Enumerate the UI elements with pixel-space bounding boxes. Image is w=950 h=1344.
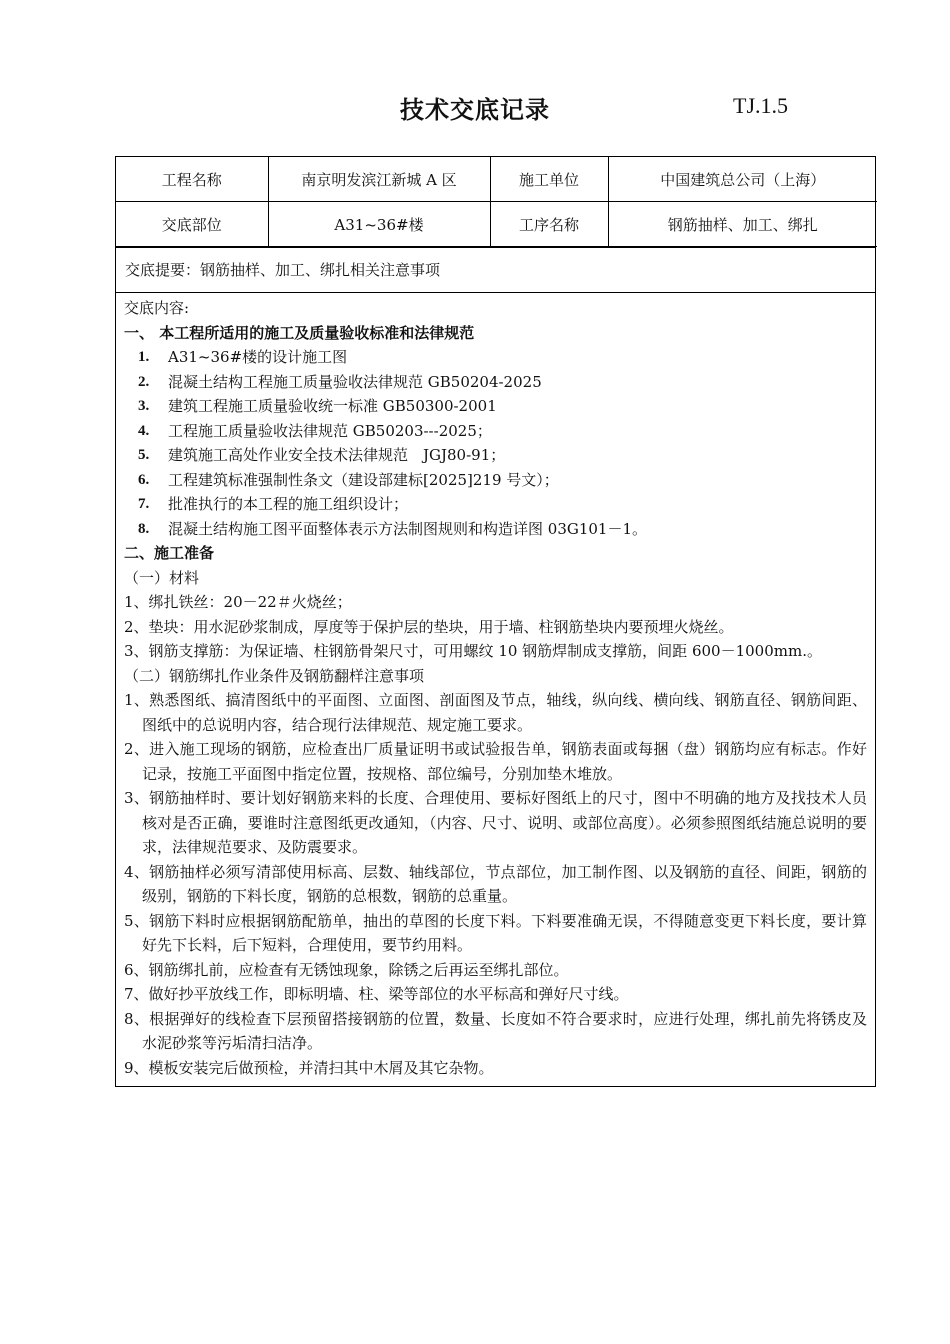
disclosure-location-value: A31~36#楼 [268,202,490,247]
construction-unit-value: 中国建筑总公司（上海） [608,157,877,202]
info-row [116,202,877,247]
condition-item: 8、根据弹好的线检查下层预留搭接钢筋的位置，数量、长度如不符合要求时，应进行处理，绑扎前先将锈皮及水泥砂浆等污垢清扫洁净。 [124,1009,867,1052]
disclosure-summary: 交底提要：钢筋抽样、加工、绑扎相关注意事项 [116,247,875,292]
item-number: 6. [138,471,150,488]
standard-item [124,394,867,419]
item-text: A31~36#楼的设计施工图 [168,348,348,366]
subsection-heading: （二）钢筋绑扎作业条件及钢筋翻样注意事项 [124,666,425,685]
item-number: 8. [138,520,150,537]
item-text: 建筑施工高处作业安全技术法律规范 JGJ80-91； [168,446,506,464]
info-row [116,157,877,202]
item-text: 混凝土结构施工图平面整体表示方法制图规则和构造详图 03G101－1。 [168,519,648,538]
condition-item: 9、模板安装完后做预检，并清扫其中木屑及其它杂物。 [124,1058,494,1077]
form-code: TJ.1.5 [733,93,788,118]
standard-item [124,517,867,542]
standard-item [124,492,867,517]
condition-item: 7、做好抄平放线工作，即标明墙、柱、梁等部位的水平标高和弹好尺寸线。 [124,985,629,1003]
standard-item [124,468,867,493]
project-info-table [116,157,877,247]
content-label: 交底内容: [124,299,190,317]
condition-item: 1、熟悉图纸、搞清图纸中的平面图、立面图、剖面图及节点，轴线，纵向线、横向线、钢筋直径、钢筋间距、图纸中的总说明内容，结合现行法律规范、规定施工要求。 [124,691,867,734]
page-title: 技术交底记录 [400,96,550,124]
subsection-heading: （一）材料 [124,568,200,587]
item-text: 工程建筑标准强制性条文（建设部建标[2025]219 号文）； [168,470,559,489]
condition-item: 6、钢筋绑扎前，应检查有无锈蚀现象，除锈之后再运至绑扎部位。 [124,960,569,979]
project-name-value: 南京明发滨江新城 A 区 [268,157,490,202]
standard-item [124,419,867,444]
disclosure-form [115,156,876,1087]
condition-item: 4、钢筋抽样必须写清部使用标高、层数、轴线部位，节点部位，加工制作图、以及钢筋的直径、间距，钢筋的级别，钢筋的下料长度，钢筋的总根数，钢筋的总重量。 [124,862,867,905]
material-item: 2、垫块：用水泥砂浆制成，厚度等于保护层的垫块，用于墙、柱钢筋垫块内要预埋火烧丝。 [124,617,734,636]
item-text: 工程施工质量验收法律规范 GB50203---2025； [168,421,492,440]
project-name-label: 工程名称 [116,157,268,202]
section-heading: 二、施工准备 [124,544,215,562]
disclosure-location-label: 交底部位 [116,202,268,247]
standard-item [124,443,867,468]
process-name-label: 工序名称 [490,202,608,247]
standard-item [124,370,867,395]
disclosure-content [116,292,875,1086]
material-item: 1、绑扎铁丝：20－22＃火烧丝； [124,593,352,611]
item-number: 1. [138,349,150,365]
item-text: 建筑工程施工质量验收统一标准 GB50300-2001 [168,397,497,415]
section-heading: 一、 本工程所适用的施工及质量验收标准和法律规范 [124,323,475,342]
item-number: 2. [138,373,150,390]
item-number: 3. [138,398,150,414]
condition-item: 3、钢筋抽样时、要计划好钢筋来料的长度、合理使用、要标好图纸上的尺寸，图中不明确的地方及找技术人员核对是否正确，要谁时注意图纸更改通知，（内容、尺寸、说明、或部位高度）。必须参照图纸结施总说明的要求，法律规范要求、及防震要求。 [124,789,867,856]
item-number: 4. [138,422,150,439]
item-number: 7. [138,496,150,512]
item-text: 混凝土结构工程施工质量验收法律规范 GB50204-2025 [168,372,542,391]
item-text: 批准执行的本工程的施工组织设计； [168,495,409,513]
standard-item [124,345,867,370]
condition-item: 2、进入施工现场的钢筋，应检查出厂质量证明书或试验报告单，钢筋表面或每捆（盘）钢筋均应有标志。作好记录，按施工平面图中指定位置，按规格、部位编号，分别加垫木堆放。 [124,740,867,783]
process-name-value: 钢筋抽样、加工、绑扎 [608,202,877,247]
construction-unit-label: 施工单位 [490,157,608,202]
condition-item: 5、钢筋下料时应根据钢筋配筋单，抽出的草图的长度下料。下料要准确无误，不得随意变更下料长度，要计算好先下长料，后下短料，合理使用，要节约用料。 [124,911,867,954]
item-number: 5. [138,447,150,463]
material-item: 3、钢筋支撑筋：为保证墙、柱钢筋骨架尺寸，可用螺纹 10 钢筋焊制成支撑筋，间距 600－1000mm.。 [124,642,822,660]
